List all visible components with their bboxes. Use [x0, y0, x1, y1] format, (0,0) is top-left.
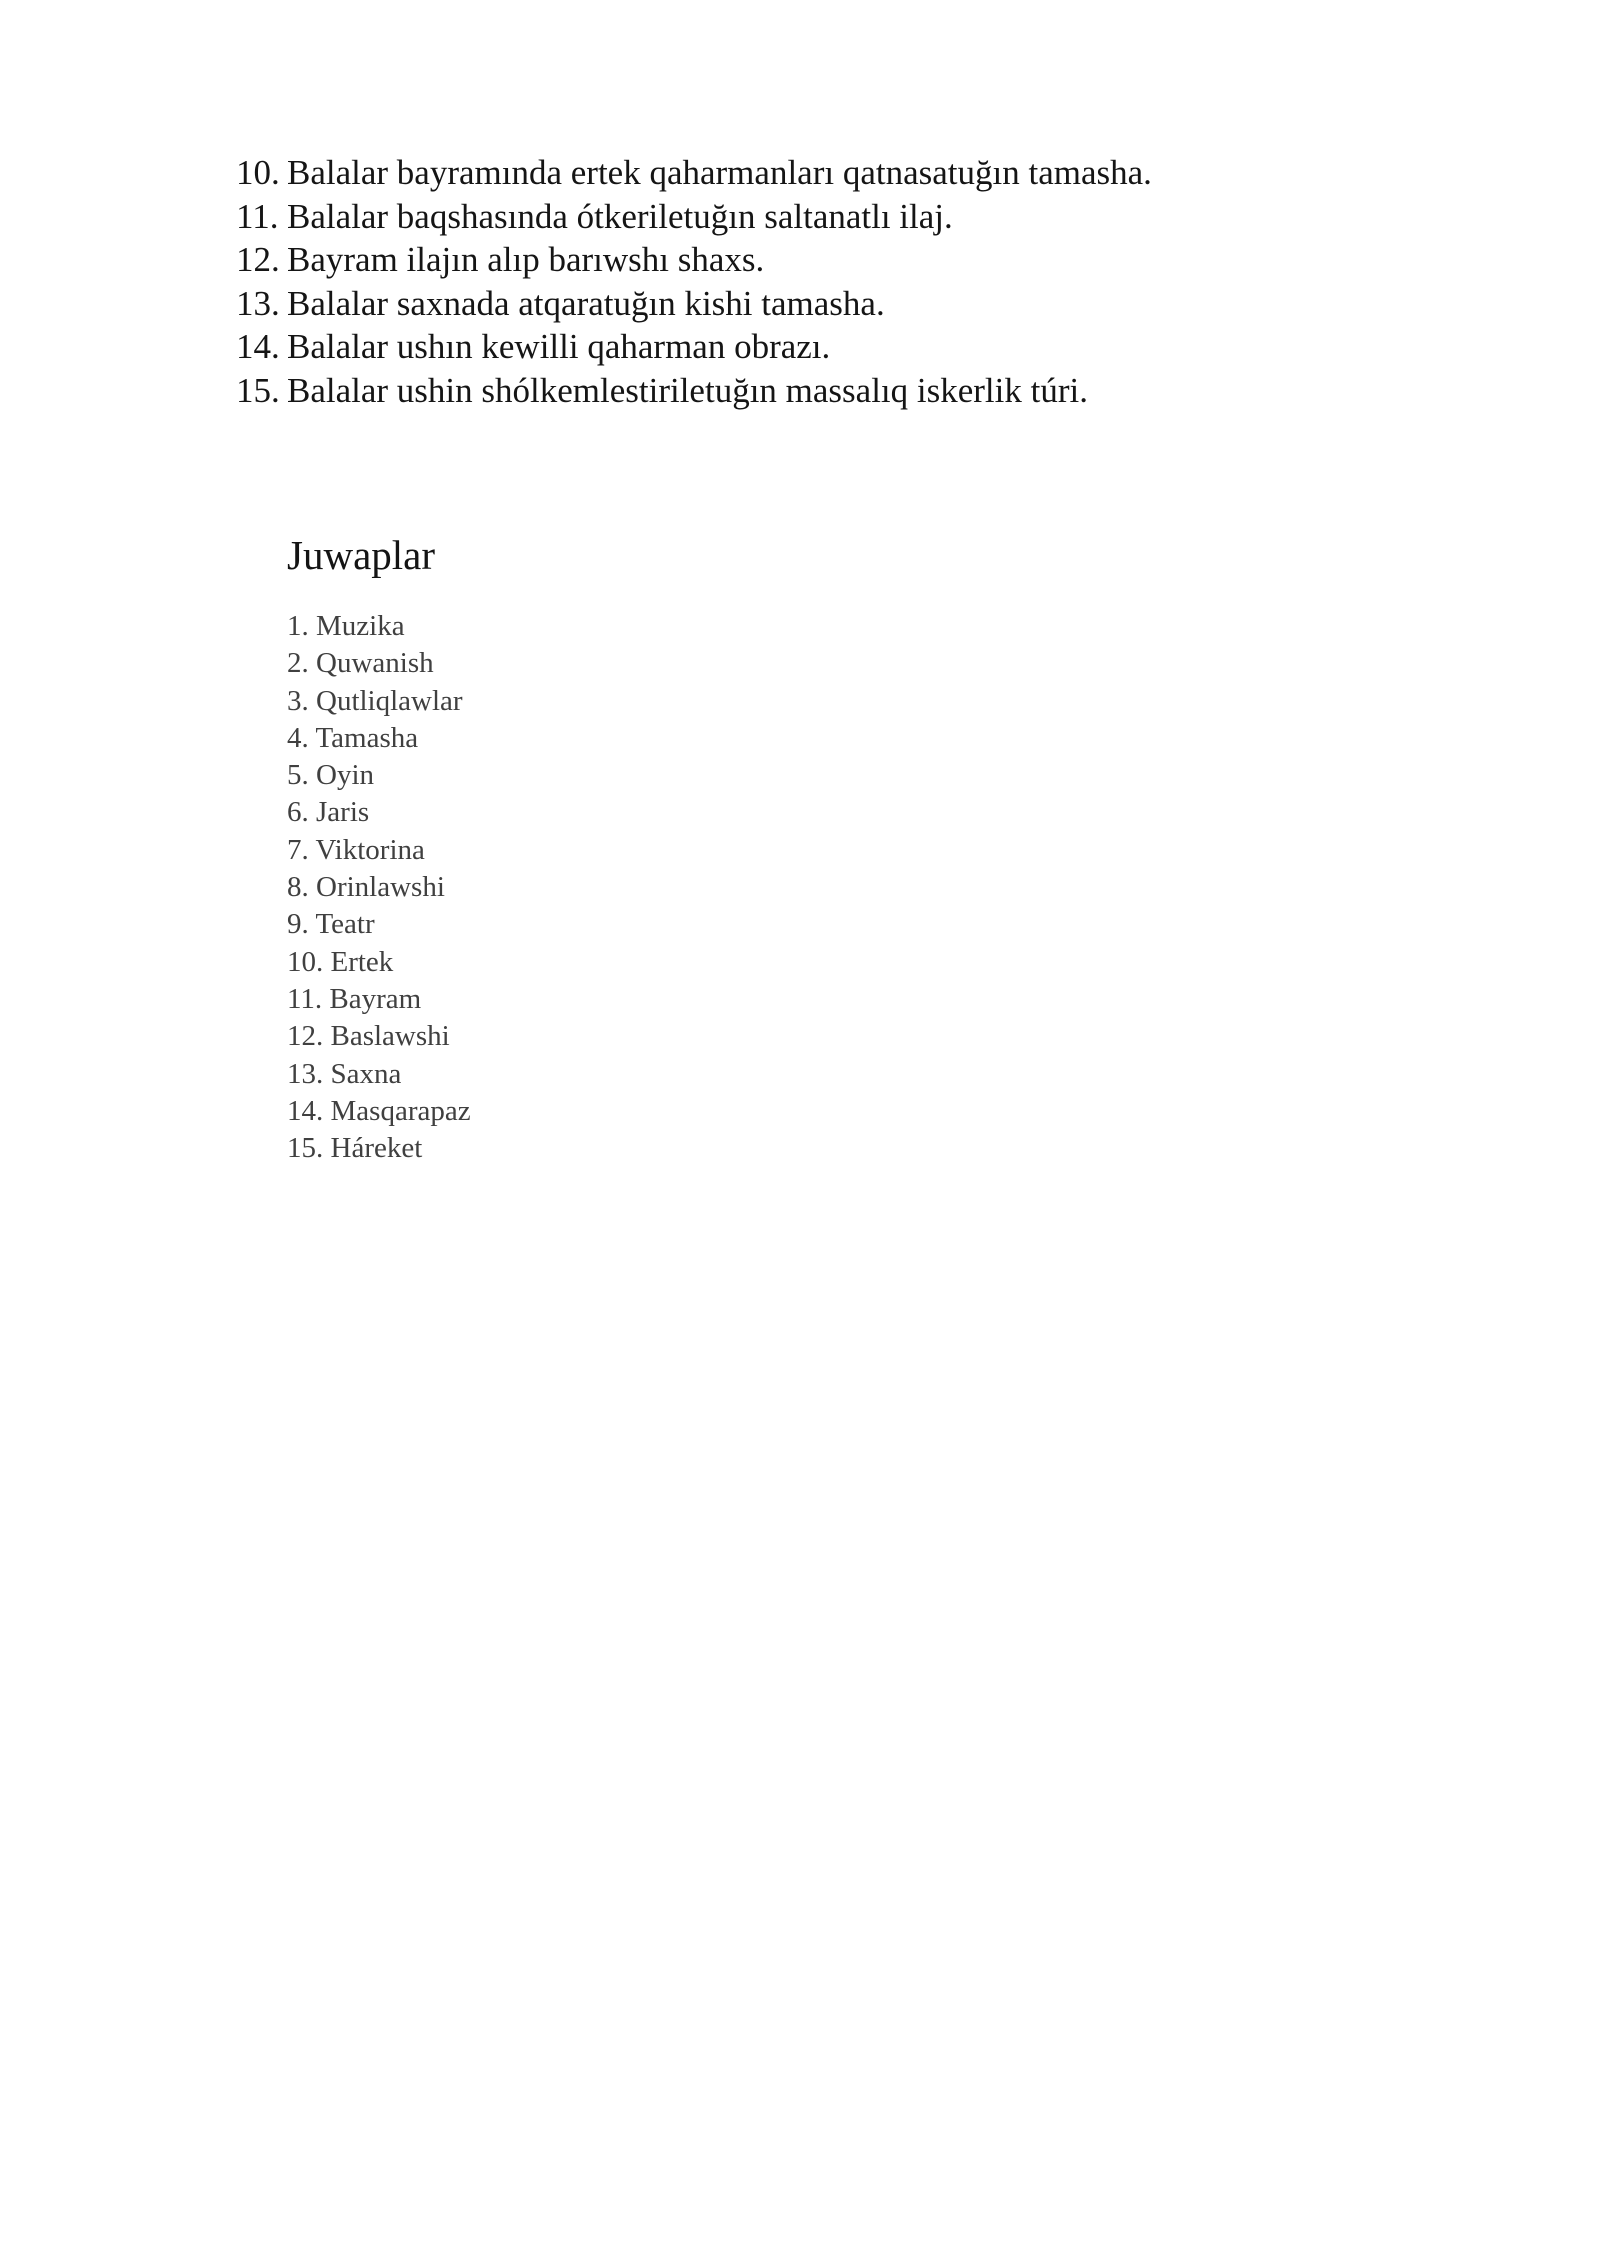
- answer-item: 12. Baslawshi: [287, 1020, 450, 1053]
- answer-item: 5. Oyin: [287, 759, 374, 792]
- answer-list: [287, 608, 471, 1167]
- answer-item: 4. Tamasha: [287, 721, 419, 754]
- question-item: [236, 325, 1152, 369]
- question-number: 15.: [236, 370, 280, 410]
- question-number: 12.: [236, 240, 280, 279]
- question-number: 13.: [236, 283, 280, 323]
- answer-item: 7. Viktorina: [287, 833, 425, 866]
- answer-item: 6. Jaris: [287, 796, 370, 829]
- question-number: 14.: [236, 327, 280, 366]
- question-text: Balalar saxnada atqaratuğın kishi tamasha.: [287, 283, 885, 323]
- question-item: [236, 151, 1152, 195]
- answer-item: 3. Qutliqlawlar: [287, 684, 463, 717]
- answer-item: 2. Quwanish: [287, 647, 434, 680]
- answer-item: 8. Orinlawshi: [287, 871, 445, 904]
- question-number: 10.: [236, 153, 280, 192]
- question-text: Bayram ilajın alıp barıwshı shaxs.: [287, 240, 765, 279]
- question-item: [236, 238, 1152, 282]
- question-number: 11.: [236, 196, 279, 236]
- question-item: [236, 195, 1152, 239]
- question-item: [236, 282, 1152, 326]
- answer-item: 10. Ertek: [287, 945, 394, 978]
- question-list: [236, 151, 1152, 412]
- answer-item: 1. Muzika: [287, 610, 405, 642]
- question-text: Balalar ushin shólkemlestiriletuğın massalıq iskerlik túri.: [287, 370, 1088, 410]
- question-text: Balalar ushın kewilli qaharman obrazı.: [287, 327, 831, 366]
- answer-item: 11. Bayram: [287, 982, 422, 1015]
- answer-item: 13. Saxna: [287, 1057, 402, 1090]
- answers-heading: Juwaplar: [287, 532, 436, 578]
- answer-item: 14. Masqarapaz: [287, 1094, 471, 1127]
- question-text: Balalar baqshasında ótkeriletuğın saltanatlı ilaj.: [287, 196, 953, 236]
- question-item: [236, 369, 1152, 413]
- answer-item: 15. Háreket: [287, 1132, 423, 1165]
- answer-item: 9. Teatr: [287, 908, 375, 941]
- question-text: Balalar bayramında ertek qaharmanları qatnasatuğın tamasha.: [287, 153, 1152, 192]
